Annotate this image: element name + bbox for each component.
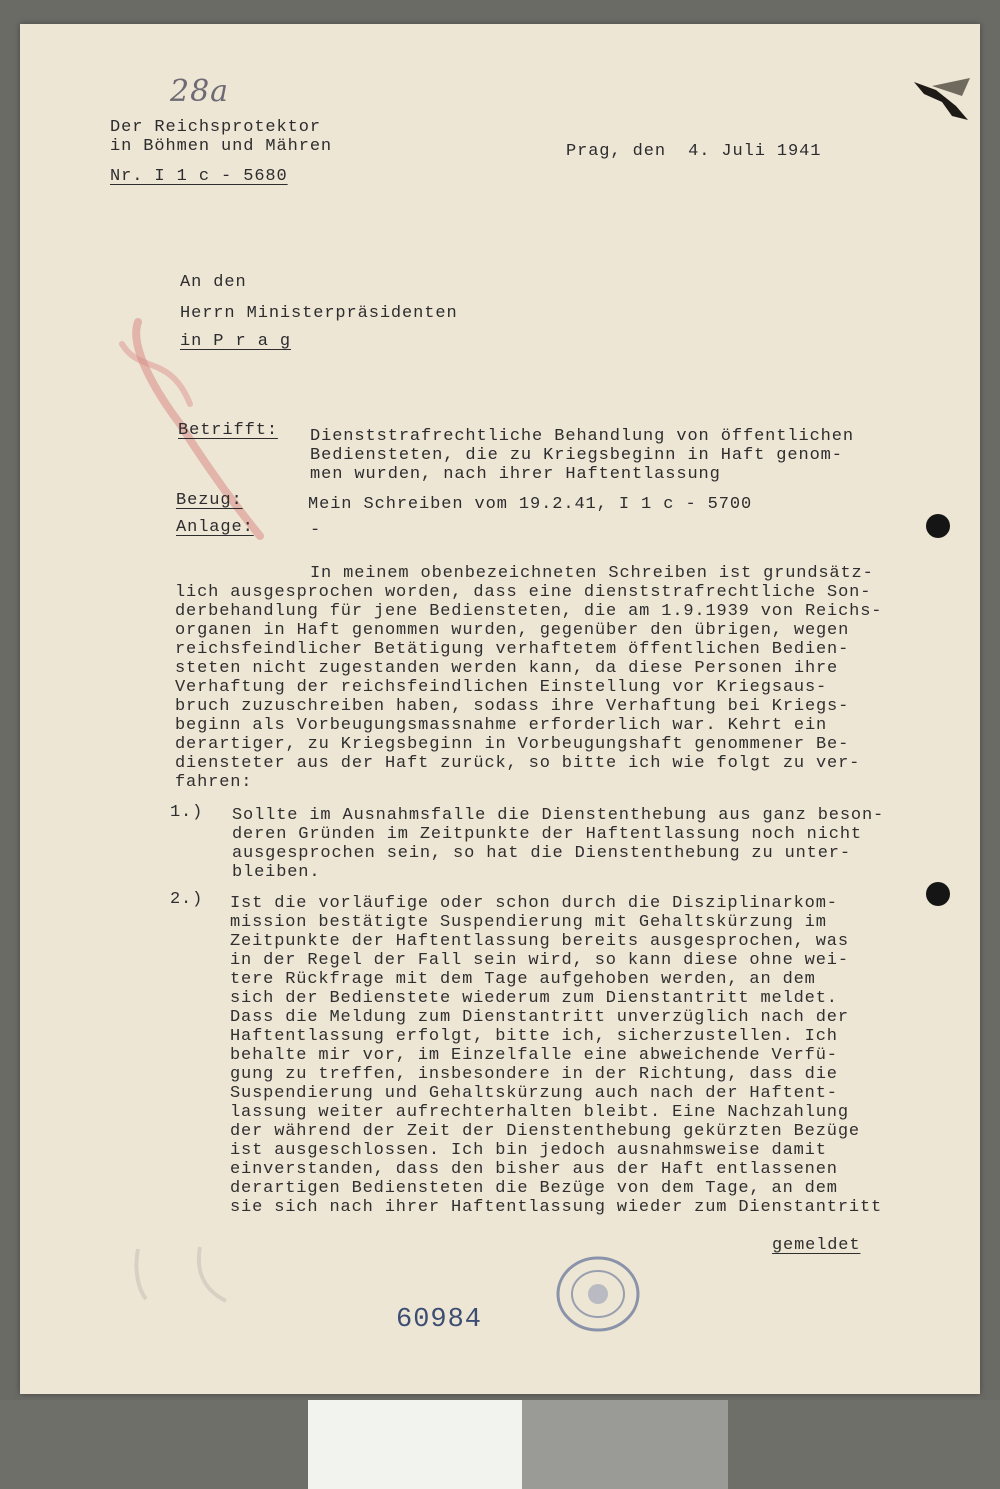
torn-corner-mark — [912, 76, 972, 124]
body-line: reichsfeindlicher Betätigung verhaftetem öffentlichen Bedien- — [175, 640, 850, 659]
item-1-line: Sollte im Ausnahmsfalle die Dienstenthebung aus ganz beson- — [232, 806, 885, 825]
catchword: gemeldet — [772, 1236, 861, 1255]
item-1-line: bleiben. — [232, 863, 321, 882]
item-number: 2.) — [170, 890, 204, 909]
betrifft-line: Dienststrafrechtliche Behandlung von öffentlichen — [310, 427, 854, 446]
item-2-line: Dass die Meldung zum Dienstantritt unverzüglich nach der — [230, 1008, 849, 1027]
calibration-grey-patch — [522, 1400, 728, 1489]
item-2-line: behalte mir vor, im Einzelfalle eine abweichende Verfü- — [230, 1046, 838, 1065]
item-2-line: in der Regel der Fall sein wird, so kann diese ohne wei- — [230, 951, 849, 970]
item-2-line: tere Rückfrage mit dem Tage aufgehoben werden, an dem — [230, 970, 816, 989]
item-2-line: mission bestätigte Suspendierung mit Gehaltskürzung im — [230, 913, 827, 932]
document-page — [20, 24, 980, 1394]
punch-hole — [926, 882, 950, 906]
handwritten-folio-number: 28a — [170, 74, 230, 109]
anlage-text: - — [310, 521, 322, 540]
body-line: fahren: — [175, 773, 253, 792]
calibration-white-patch — [308, 1400, 522, 1489]
body-line: bruch zuzuschreiben haben, sodass ihre Verhaftung bei Kriegs- — [175, 697, 850, 716]
recipient-line-1: An den — [180, 273, 247, 292]
item-2-line: gung zu treffen, insbesondere in der Richtung, dass die — [230, 1065, 838, 1084]
body-line: beginn als Vorbeugungsmassnahme erforderlich war. Kehrt ein — [175, 716, 828, 735]
item-2-line: Haftentlassung erfolgt, bitte ich, sicherzustellen. Ich — [230, 1027, 838, 1046]
betrifft-label: Betrifft: — [178, 421, 278, 440]
body-line: In meinem obenbezeichneten Schreiben ist grundsätz- — [310, 564, 874, 583]
body-line: organen in Haft genommen wurden, gegenüber den übrigen, wegen — [175, 621, 850, 640]
bezug-text: Mein Schreiben vom 19.2.41, I 1 c - 5700 — [308, 495, 753, 514]
item-2-line: sich der Bedienstete wiederum zum Dienstantritt meldet. — [230, 989, 838, 1008]
body-line: lich ausgesprochen worden, dass eine dienststrafrechtliche Son- — [175, 583, 872, 602]
item-2-line: Zeitpunkte der Haftentlassung bereits ausgesprochen, was — [230, 932, 849, 951]
item-2-line: Suspendierung und Gehaltskürzung auch nach der Haftent- — [230, 1084, 838, 1103]
item-2-line: der während der Zeit der Dienstenthebung gekürzten Bezüge — [230, 1122, 860, 1141]
item-2-line: einverstanden, dass den bisher aus der Haft entlassenen — [230, 1160, 838, 1179]
round-archive-stamp — [552, 1252, 646, 1336]
item-2-line: Ist die vorläufige oder schon durch die Disziplinarkom- — [230, 894, 838, 913]
body-line: derbehandlung für jene Bediensteten, die am 1.9.1939 von Reichs- — [175, 602, 883, 621]
betrifft-line: Bediensteten, die zu Kriegsbeginn in Haft genom- — [310, 446, 843, 465]
bezug-label: Bezug: — [176, 491, 243, 510]
sender-line-1: Der Reichsprotektor — [110, 118, 321, 137]
body-line: derartiger, zu Kriegsbeginn in Vorbeugungshaft genommener Be- — [175, 735, 850, 754]
item-2-line: ist ausgeschlossen. Ich bin jedoch ausnahmsweise damit — [230, 1141, 827, 1160]
anlage-label: Anlage: — [176, 518, 254, 537]
item-1-line: ausgesprochen sein, so hat die Dienstenthebung zu unter- — [232, 844, 851, 863]
item-number: 1.) — [170, 803, 204, 822]
item-2-line: derartigen Bediensteten die Bezüge von dem Tage, an dem — [230, 1179, 838, 1198]
stamped-number: 60984 — [396, 1305, 483, 1335]
item-2-line: sie sich nach ihrer Haftentlassung wieder zum Dienstantritt — [230, 1198, 883, 1217]
reference-number: Nr. I 1 c - 5680 — [110, 167, 288, 186]
body-line: diensteter aus der Haft zurück, so bitte ich wie folgt zu ver- — [175, 754, 861, 773]
scan-calibration-strip — [0, 1400, 1000, 1489]
faint-bleedthrough-mark — [130, 1239, 240, 1319]
item-1-line: deren Gründen im Zeitpunkte der Haftentlassung noch nicht — [232, 825, 862, 844]
recipient-line-3: in P r a g — [180, 332, 292, 351]
punch-hole — [926, 514, 950, 538]
betrifft-line: men wurden, nach ihrer Haftentlassung — [310, 465, 721, 484]
recipient-line-2: Herrn Ministerpräsidenten — [180, 304, 458, 323]
body-line: Verhaftung der reichsfeindlichen Einstellung vor Kriegsaus- — [175, 678, 828, 697]
sender-line-2: in Böhmen und Mähren — [110, 137, 333, 156]
place-date: Prag, den 4. Juli 1941 — [566, 142, 822, 161]
body-line: steten nicht zugestanden werden kann, da diese Personen ihre — [175, 659, 839, 678]
item-2-line: lassung weiter aufrechterhalten bleibt. Eine Nachzahlung — [230, 1103, 849, 1122]
